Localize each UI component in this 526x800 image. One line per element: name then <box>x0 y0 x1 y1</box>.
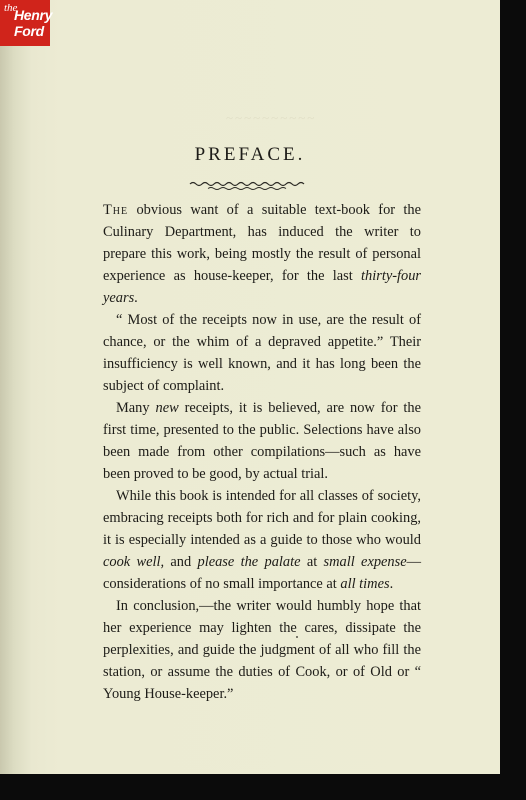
emphasis-all-times: all times <box>340 576 390 592</box>
paragraph-1-text: obvious want of a suitable text-book for the Culinary Department, has induced the writer to prepare this work, being mostly the result of personal experience as house-keeper, for the last <box>103 202 421 284</box>
page-speck <box>296 636 298 638</box>
logo-ford: Ford <box>14 23 44 39</box>
paragraph-4-c: at <box>300 554 324 570</box>
paragraph-5-text: In conclusion,—the writer would humbly hope that her experience may lighten the cares, dissipate the perplexities, and guide the judgment of all who fill the station, or assume the duties of Cook, or of Old or “ Young House-keeper.” <box>103 598 421 702</box>
paragraph-4-e: . <box>389 576 394 592</box>
paragraph-3-a: Many <box>116 400 156 416</box>
paragraph-4-d: —considerations of no small importance at <box>103 554 421 592</box>
paragraph-2-text: “ Most of the receipts now in use, are the result of chance, or the whim of a depraved appetite.” Their insufficiency is well known, and it has long been the subject of complaint. <box>103 312 421 394</box>
paragraph-4-a: While this book is intended for all classes of society, embracing receipts both for rich and for plain cooking, it is especially intended as a guide to those who would <box>103 488 421 548</box>
henry-ford-logo <box>0 0 53 46</box>
paragraph-4-b: and <box>164 554 198 570</box>
bleed-through-text: ~~~~~~~~~~ <box>226 110 317 125</box>
page-title: PREFACE. <box>194 144 306 165</box>
logo-the: the <box>4 2 18 14</box>
emphasis-expense: small expense <box>323 554 407 570</box>
paragraph-4 <box>103 485 421 595</box>
paragraph-1 <box>103 199 421 309</box>
paragraph-3-b: receipts, it is believed, are now for the first time, presented to the public. Selections have also been made from other compilations—such as have been proved to be good, by actual trial. <box>103 400 422 482</box>
paragraph-3 <box>103 397 421 485</box>
paragraph-2 <box>103 309 421 397</box>
emphasis-palate: please the palate <box>197 554 301 570</box>
ornamental-divider <box>188 180 308 192</box>
emphasis-new: new <box>155 400 179 416</box>
paragraph-1-end: . <box>134 290 138 306</box>
logo-henry: Henry <box>14 7 53 23</box>
emphasis-cook-well: cook well, <box>103 554 165 570</box>
paragraph-5 <box>103 595 421 705</box>
emphasis-years: thirty-four years <box>103 268 421 306</box>
lead-word: The <box>103 202 129 218</box>
preface-body <box>103 199 421 705</box>
